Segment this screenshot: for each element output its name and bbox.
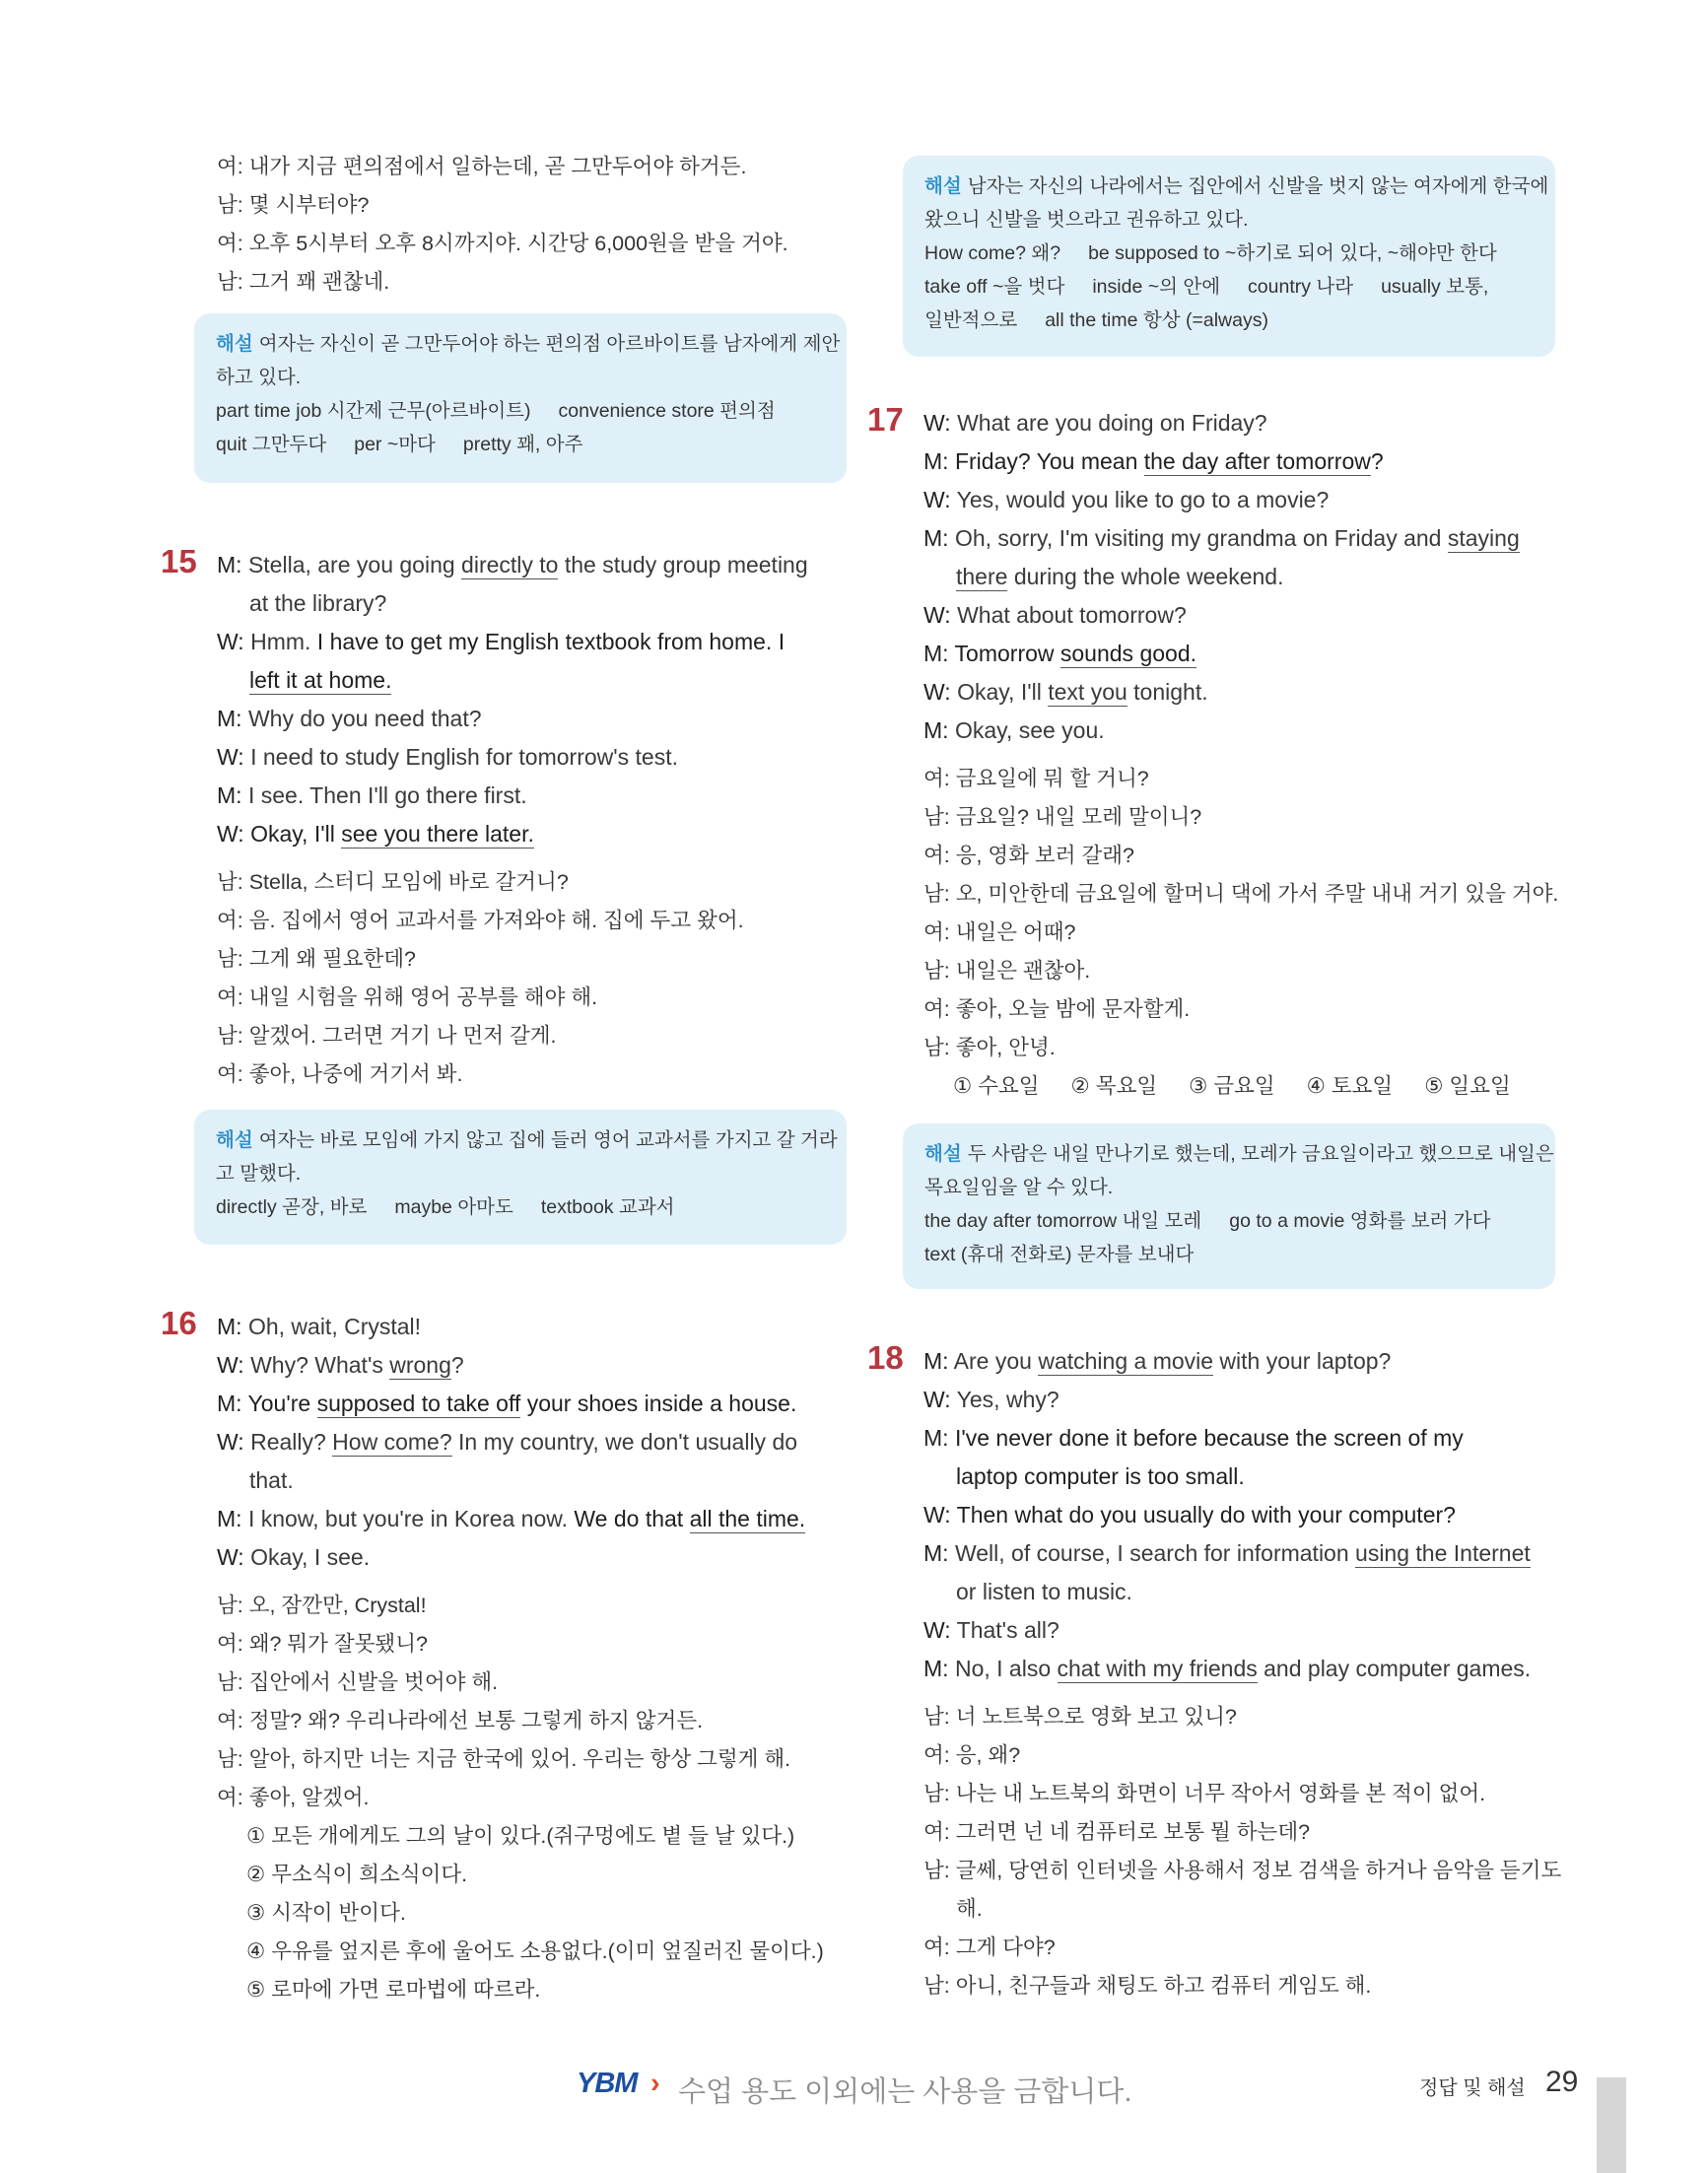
text-span: inside ~의 안에 xyxy=(1092,276,1221,298)
text-span: M: xyxy=(923,717,949,743)
text-span: W: xyxy=(217,1352,244,1378)
text-span: M: xyxy=(217,782,242,808)
explanation-box-16 xyxy=(903,156,1555,357)
text-span: I see. Then I'll go there first. xyxy=(241,782,527,808)
explanation-box-15 xyxy=(194,1110,847,1245)
text-span: W: xyxy=(217,821,244,847)
question-number-15: 15 xyxy=(161,543,197,579)
explanation-head: 해설 xyxy=(216,333,253,355)
text-span: Okay, I'll xyxy=(243,821,342,847)
text-span: and play computer games. xyxy=(1257,1656,1532,1681)
text-span: 여자는 바로 모임에 가지 않고 집에 들러 영어 교과서를 가지고 갈 거라 xyxy=(258,1129,838,1151)
text-span: ? xyxy=(450,1352,464,1378)
answer-option: ② 무소식이 희소식이다. xyxy=(246,1863,468,1886)
page-number: 29 xyxy=(1545,2066,1579,2098)
text-span: during the whole weekend. xyxy=(1007,564,1284,589)
left-column xyxy=(217,148,848,302)
dialogue-korean: 여: 오후 5시부터 오후 8시까지야. 시간당 6,000원을 받을 거야. xyxy=(217,232,788,255)
text-span: Stella, are you going xyxy=(241,552,462,577)
text-span: directly to xyxy=(461,552,559,577)
text-span: 여: 좋아, 오늘 밤에 문자할게. xyxy=(923,997,1191,1021)
dialogue-korean: 남: 그거 꽤 괜찮네. xyxy=(217,270,390,294)
text-span: W: xyxy=(217,1544,244,1570)
text-span: chat with my friends xyxy=(1057,1656,1258,1681)
text-span: W: xyxy=(217,629,244,654)
text-span: 왔으니 신발을 벗으라고 권유하고 있다. xyxy=(924,209,1249,231)
page-label: 정답 및 해설 xyxy=(1419,2077,1526,2099)
text-span: go to a movie 영화를 보러 가다 xyxy=(1229,1210,1491,1232)
text-span: W: xyxy=(923,1617,951,1643)
text-span: 남: 알겠어. 그러면 거기 나 먼저 갈게. xyxy=(217,1024,557,1048)
text-span: pretty 꽤, 아주 xyxy=(462,434,583,455)
text-span: watching a movie xyxy=(1038,1348,1214,1374)
text-span: W: xyxy=(923,410,951,436)
text-span: 남: 오, 잠깐만, Crystal! xyxy=(217,1594,427,1617)
usage-notice: 수업 용도 이외에는 사용을 금합니다. xyxy=(678,2076,1132,2108)
text-span: 여: 음. 집에서 영어 교과서를 가져와야 해. 집에 두고 왔어. xyxy=(217,909,744,932)
answer-options-17 xyxy=(923,1067,1554,1106)
ybm-logo: YBM xyxy=(577,2068,638,2099)
text-span: Okay, I see. xyxy=(243,1544,371,1570)
text-span: 일반적으로 xyxy=(924,309,1018,331)
text-span: 여자는 자신이 곧 그만두어야 하는 편의점 아르바이트를 남자에게 제안 xyxy=(258,333,841,355)
text-span: be supposed to ~하기로 되어 있다, ~해야만 한다 xyxy=(1088,242,1497,264)
text-span: 여: 응, 왜? xyxy=(923,1743,1021,1767)
text-span: M: xyxy=(923,1656,949,1681)
text-span: 여: 금요일에 뭐 할 거니? xyxy=(923,767,1149,790)
explanation-box-14 xyxy=(194,313,847,483)
text-span: That's all? xyxy=(950,1617,1059,1643)
text-span: 여: 내일은 어때? xyxy=(923,920,1076,944)
text-span: W: xyxy=(923,602,951,628)
text-span: No, I also xyxy=(948,1656,1058,1681)
text-span: 남: 알아, 하지만 너는 지금 한국에 있어. 우리는 항상 그렇게 해. xyxy=(217,1747,791,1771)
answer-option: ③ 시작이 반이다. xyxy=(246,1901,406,1925)
text-span: maybe 아마도 xyxy=(394,1196,513,1218)
question-number-18: 18 xyxy=(867,1339,904,1376)
text-span: Oh, wait, Crystal! xyxy=(241,1314,422,1339)
text-span: 해. xyxy=(956,1897,983,1921)
text-span: M: xyxy=(217,706,242,731)
question-number-17: 17 xyxy=(867,401,904,438)
text-span: your shoes inside a house. xyxy=(520,1391,797,1416)
text-span: take off ~을 벗다 xyxy=(924,276,1065,298)
text-span: all the time 항상 (=always) xyxy=(1045,309,1268,331)
text-span: Yes, would you like to go to a movie? xyxy=(950,487,1330,512)
text-span: Why do you need that? xyxy=(241,706,482,731)
text-span: 여: 정말? 왜? 우리나라에선 보통 그렇게 하지 않거든. xyxy=(217,1709,704,1732)
text-span: 여: 내일 시험을 위해 영어 공부를 해야 해. xyxy=(217,985,598,1009)
answer-option: ③ 금요일 xyxy=(1189,1074,1275,1098)
text-span: directly 곧장, 바로 xyxy=(216,1196,368,1218)
question-15-dialogue xyxy=(217,546,848,1094)
text-span: ? xyxy=(1370,448,1384,474)
text-span: country 나라 xyxy=(1248,276,1354,298)
text-span: Well, of course, I search for information xyxy=(948,1540,1356,1566)
text-span: What are you doing on Friday? xyxy=(950,410,1267,436)
text-span: see you there later. xyxy=(341,821,534,847)
text-span: 해설 xyxy=(924,175,962,197)
answer-option: ① 모든 개에게도 그의 날이 있다.(쥐구멍에도 볕 들 날 있다.) xyxy=(246,1824,795,1848)
text-span: I know, but you're in Korea now. xyxy=(241,1506,575,1531)
text-span: textbook 교과서 xyxy=(540,1196,675,1218)
text-span: laptop computer is too small. xyxy=(956,1463,1245,1489)
text-span: with your laptop? xyxy=(1213,1348,1392,1374)
text-span: I need to study English for tomorrow's test. xyxy=(243,744,679,770)
explanation-box-17 xyxy=(903,1123,1555,1289)
text-span: using the Internet xyxy=(1355,1540,1531,1566)
text-span: 남: 아니, 친구들과 채팅도 하고 컴퓨터 게임도 해. xyxy=(923,1974,1372,1998)
text-span: 여: 그러면 넌 네 컴퓨터로 보통 뭘 하는데? xyxy=(923,1820,1311,1844)
text-span: the study group meeting xyxy=(558,552,808,577)
text-span: M: xyxy=(923,1540,949,1566)
text-span: 여: 그게 다야? xyxy=(923,1935,1056,1959)
text-span: W: xyxy=(923,679,951,705)
dialogue-korean: 남: 몇 시부터야? xyxy=(217,193,370,217)
text-span: sounds good. xyxy=(1059,641,1197,666)
text-span: How come? xyxy=(332,1429,452,1455)
text-span: 남: Stella, 스터디 모임에 바로 갈거니? xyxy=(217,870,569,894)
text-span: the day after tomorrow xyxy=(1143,448,1371,474)
text-span: 남자는 자신의 나라에서는 집안에서 신발을 벗지 않는 여자에게 한국에 xyxy=(967,175,1549,197)
text-span: Hmm. xyxy=(243,629,317,654)
text-span: 여: 왜? 뭐가 잘못됐니? xyxy=(217,1632,428,1656)
answer-option: ⑤ 로마에 가면 로마법에 따르라. xyxy=(246,1978,541,2002)
text-span: Why? What's xyxy=(243,1352,390,1378)
answer-option: ⑤ 일요일 xyxy=(1424,1074,1511,1098)
text-span: 남: 오, 미안한데 금요일에 할머니 댁에 가서 주말 내내 거기 있을 거야. xyxy=(923,882,1559,906)
text-span: In my country, we don't usually do xyxy=(451,1429,798,1455)
text-span: I have to get my English textbook from home. I xyxy=(316,629,786,654)
text-span: M: xyxy=(923,641,949,666)
text-span: I've never done it before because the screen of my xyxy=(948,1425,1464,1451)
text-span: Then what do you usually do with your computer? xyxy=(950,1502,1456,1528)
text-span: M: xyxy=(217,552,242,577)
text-span: What about tomorrow? xyxy=(950,602,1187,628)
text-span: W: xyxy=(217,744,244,770)
text-span: M: xyxy=(217,1506,242,1531)
question-16-dialogue xyxy=(217,1308,848,2009)
text-span: You're xyxy=(241,1391,317,1416)
dialogue-korean: 여: 내가 지금 편의점에서 일하는데, 곧 그만두어야 하거든. xyxy=(217,155,747,178)
text-span: 남: 너 노트북으로 영화 보고 있니? xyxy=(923,1705,1237,1729)
text-span: M: xyxy=(923,1348,949,1374)
text-span: M: xyxy=(217,1391,242,1416)
text-span: Oh, sorry, I'm visiting my grandma on Friday and xyxy=(948,525,1448,551)
question-18-dialogue xyxy=(923,1342,1562,2005)
text-span: text (휴대 전화로) 문자를 보내다 xyxy=(924,1244,1195,1265)
question-17-dialogue xyxy=(923,404,1559,1106)
page-edge-tab xyxy=(1597,2077,1626,2173)
text-span: or listen to music. xyxy=(956,1579,1132,1604)
answer-option: ② 목요일 xyxy=(1070,1074,1158,1098)
answer-option: ④ 토요일 xyxy=(1306,1074,1394,1098)
text-span: 남: 좋아, 안녕. xyxy=(923,1036,1056,1059)
text-span: 남: 내일은 괜찮아. xyxy=(923,959,1091,983)
text-span: W: xyxy=(923,1387,951,1412)
text-span: there xyxy=(956,564,1008,589)
text-span: that. xyxy=(249,1467,294,1493)
text-span: at the library? xyxy=(249,590,387,616)
text-span: 하고 있다. xyxy=(216,367,302,388)
text-span: Are you xyxy=(948,1348,1039,1374)
text-span: left it at home. xyxy=(249,667,392,693)
text-span: per ~마다 xyxy=(354,434,436,455)
text-span: text you xyxy=(1048,679,1127,705)
text-span: M: xyxy=(217,1314,242,1339)
text-span: part time job 시간제 근무(아르바이트) xyxy=(216,400,531,422)
text-span: 남: 그게 왜 필요한데? xyxy=(217,947,417,971)
text-span: How come? 왜? xyxy=(924,242,1061,264)
text-span: the day after tomorrow 내일 모레 xyxy=(924,1210,1202,1232)
text-span: staying xyxy=(1447,525,1520,551)
text-span: 남: 글쎄, 당연히 인터넷을 사용해서 정보 검색을 하거나 음악을 듣기도 xyxy=(923,1859,1562,1882)
text-span: Yes, why? xyxy=(950,1387,1059,1412)
text-span: 목요일임을 알 수 있다. xyxy=(924,1177,1114,1198)
text-span: M: xyxy=(923,448,949,474)
text-span: W: xyxy=(217,1429,244,1455)
text-span: 남: 금요일? 내일 모레 말이니? xyxy=(923,805,1202,829)
text-span: 해설 xyxy=(924,1143,962,1165)
text-span: Okay, see you. xyxy=(948,717,1105,743)
chevron-right-icon: › xyxy=(650,2068,660,2099)
text-span: 남: 나는 내 노트북의 화면이 너무 작아서 영화를 본 적이 없어. xyxy=(923,1782,1486,1805)
text-span: 여: 좋아, 알겠어. xyxy=(217,1786,370,1809)
text-span: Okay, I'll xyxy=(950,679,1049,705)
text-span: 여: 응, 영화 보러 갈래? xyxy=(923,844,1134,867)
text-span: 두 사람은 내일 만나기로 했는데, 모레가 금요일이라고 했으므로 내일은 xyxy=(967,1143,1554,1165)
text-span: W: xyxy=(923,487,951,512)
text-span: tonight. xyxy=(1127,679,1208,705)
question-number-16: 16 xyxy=(161,1305,197,1341)
text-span: usually 보통, xyxy=(1381,276,1489,298)
text-span: 고 말했다. xyxy=(216,1163,302,1185)
text-span: M: xyxy=(923,1425,949,1451)
text-span: wrong xyxy=(389,1352,451,1378)
text-span: W: xyxy=(923,1502,951,1528)
answer-option: ④ 우유를 엎지른 후에 울어도 소용없다.(이미 엎질러진 물이다.) xyxy=(246,1939,824,1963)
text-span: Friday? You mean xyxy=(948,448,1144,474)
text-span: Really? xyxy=(243,1429,333,1455)
answer-option: ① 수요일 xyxy=(953,1074,1040,1098)
text-span: Tomorrow xyxy=(948,641,1060,666)
text-span: 남: 집안에서 신발을 벗어야 해. xyxy=(217,1670,499,1694)
text-span: quit 그만두다 xyxy=(216,434,327,455)
text-span: 여: 좋아, 나중에 거기서 봐. xyxy=(217,1062,463,1086)
text-span: all the time. xyxy=(689,1506,806,1531)
text-span: supposed to take off xyxy=(316,1391,521,1416)
text-span: convenience store 편의점 xyxy=(558,400,776,422)
text-span: 해설 xyxy=(216,1129,253,1151)
text-span: M: xyxy=(923,525,949,551)
text-span: We do that xyxy=(574,1506,690,1531)
